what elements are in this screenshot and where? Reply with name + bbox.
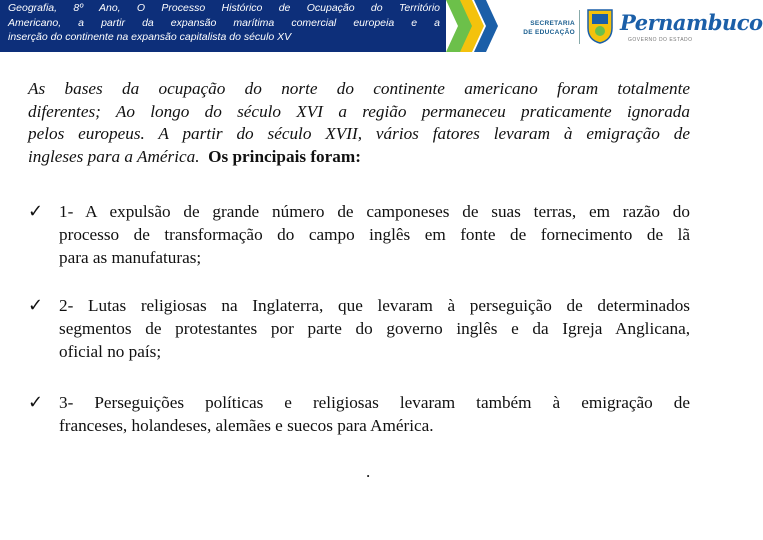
secretaria-label-2: DE EDUCAÇÃO [523, 29, 575, 36]
list-item-line: franceses, holandeses, alemães e suecos para América. [59, 416, 434, 435]
secretaria-logo [515, 10, 580, 44]
slide-header [0, 0, 763, 58]
header-title [0, 0, 446, 52]
check-icon: ✓ [28, 295, 44, 316]
footer-dot: . [366, 462, 371, 481]
list-item-line: 1- A expulsão de grande número de camponeses de suas terras, em razão do [59, 202, 690, 221]
chevron-decoration-icon [446, 0, 506, 52]
intro-line: diferentes; Ao longo do século XVI a região permaneceu praticamente ignorada [28, 101, 690, 121]
pernambuco-logo-subtext: GOVERNO DO ESTADO [628, 37, 693, 43]
list-item-line: 2- Lutas religiosas na Inglaterra, que levaram à perseguição de determinados [59, 296, 690, 315]
list-item-line: para as manufaturas; [59, 248, 202, 267]
intro-line: pelos europeus. A partir do século XVII, vários fatores levaram à emigração de [28, 124, 690, 143]
list-item [28, 200, 690, 269]
list-item-line: oficial no país; [59, 342, 162, 361]
header-title-line: Geografia, 8º Ano, O Processo Histórico de Ocupação do Território [8, 2, 440, 14]
check-icon: ✓ [28, 201, 44, 222]
list-item-line: processo de transformação do campo inglês em fonte de fornecimento de lã [59, 225, 690, 244]
list-item [28, 391, 690, 437]
header-title-line: inserção do continente na expansão capitalista do século XV [8, 31, 292, 44]
intro-paragraph [28, 78, 690, 168]
list-item-line: segmentos de protestantes por parte do governo inglês e da Igreja Anglicana, [59, 319, 690, 338]
intro-line: ingleses para a América. [28, 146, 200, 166]
intro-bold-tail: Os principais foram: [208, 146, 361, 166]
list-item-line: 3- Perseguições políticas e religiosas levaram também à emigração de [59, 393, 690, 412]
header-title-line: Americano, a partir da expansão marítima comercial europeia e a [8, 16, 440, 29]
intro-line: As bases da ocupação do norte do continente americano foram totalmente [28, 79, 690, 98]
state-seal-icon [585, 8, 615, 44]
list-item [28, 294, 690, 363]
secretaria-label: SECRETARIA [530, 20, 575, 27]
check-icon: ✓ [28, 392, 44, 413]
pernambuco-logo: Pernambuco [620, 10, 763, 35]
